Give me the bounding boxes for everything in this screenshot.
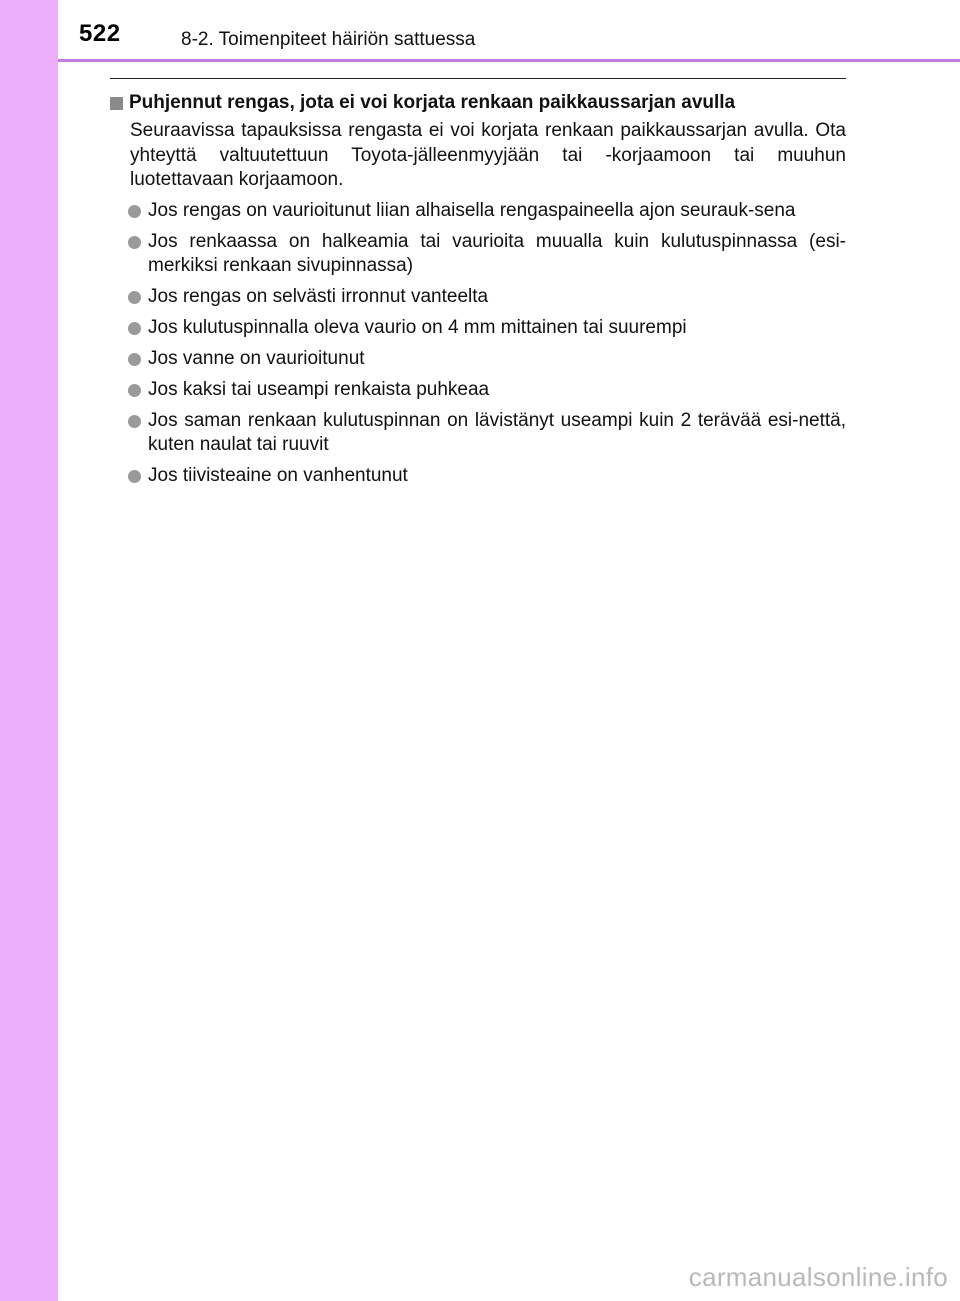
circle-bullet-icon	[128, 205, 141, 218]
list-item	[128, 347, 846, 371]
circle-bullet-icon	[128, 470, 141, 483]
circle-bullet-icon	[128, 353, 141, 366]
header-divider	[58, 59, 960, 62]
list-item-text: Jos tiivisteaine on vanhentunut	[148, 464, 408, 486]
page-number: 522	[79, 20, 121, 47]
main-content	[110, 78, 846, 495]
list-item	[128, 285, 846, 309]
circle-bullet-icon	[128, 384, 141, 397]
section-divider	[110, 78, 846, 79]
list-item	[128, 464, 846, 488]
circle-bullet-icon	[128, 415, 141, 428]
list-item	[128, 316, 846, 340]
circle-bullet-icon	[128, 236, 141, 249]
list-item-text: Jos renkaassa on halkeamia tai vaurioita muualla kuin kulutuspinnassa (esi-merkiksi renkaan sivupinnassa)	[148, 230, 846, 276]
list-item-text: Jos vanne on vaurioitunut	[148, 347, 365, 369]
section-heading-text: Puhjennut rengas, jota ei voi korjata renkaan paikkaussarjan avulla	[129, 92, 736, 113]
list-item-text: Jos rengas on selvästi irronnut vanteelta	[148, 285, 489, 307]
list-item-text: Jos rengas on vaurioitunut liian alhaisella rengaspaineella ajon seurauk-sena	[148, 199, 796, 221]
section-intro: Seuraavissa tapauksissa rengasta ei voi korjata renkaan paikkaussarjan avulla. Ota yhteyttä valtuutettuun Toyota-jälleenmyyjään tai -korjaamoon tai muuhun luotettavaan korjaamoon.	[130, 120, 846, 190]
list-item	[128, 199, 846, 223]
list-item	[128, 230, 846, 278]
list-item-text: Jos saman renkaan kulutuspinnan on lävistänyt useampi kuin 2 terävää esi-nettä, kuten naulat tai ruuvit	[148, 409, 846, 455]
sidebar-band	[0, 0, 58, 1301]
list-item	[128, 409, 846, 457]
section-heading	[110, 91, 846, 115]
circle-bullet-icon	[128, 291, 141, 304]
sidebar-band-top	[0, 0, 58, 60]
watermark: carmanualsonline.info	[688, 1262, 948, 1292]
square-bullet-icon	[110, 97, 123, 110]
condition-list	[110, 199, 846, 488]
page-header	[0, 0, 960, 60]
circle-bullet-icon	[128, 322, 141, 335]
list-item-text: Jos kulutuspinnalla oleva vaurio on 4 mm mittainen tai suurempi	[148, 316, 687, 338]
list-item-text: Jos kaksi tai useampi renkaista puhkeaa	[148, 378, 490, 400]
chapter-title: 8-2. Toimenpiteet häiriön sattuessa	[181, 29, 476, 50]
list-item	[128, 378, 846, 402]
